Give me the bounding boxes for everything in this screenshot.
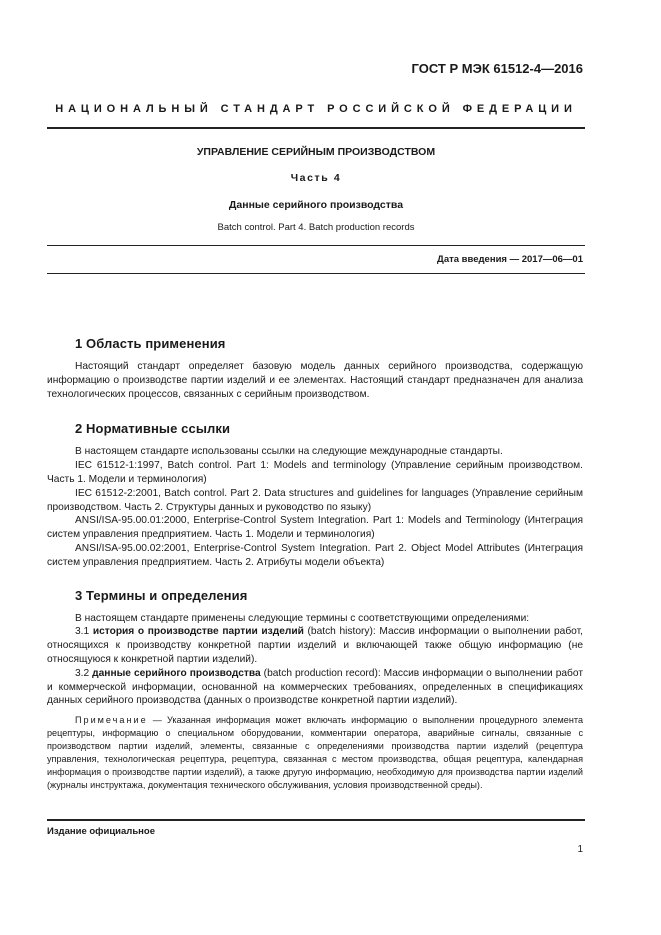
note-text: — Указанная информация может включать информацию о выполнении процедурного элемента рецептуры, информацию о специальном оборудовании, комментарии оператора, аварийные сигналы, связанные с производством партии изделий, элементы, связанные с определениями производства партии изделий (рецептура управления, технологическая рецептура, рецептура, связанная с местом производства, общая рецептура, календарная информация о производстве партии изделий), а также другую информацию, необходимую для производства партии изделий (журналы инструктажа, документация технического обслуживания, условия производственной среды).	[47, 715, 583, 791]
section-heading: 3 Термины и определения	[75, 587, 248, 603]
reference-item: IEC 61512-2:2001, Batch control. Part 2. Data structures and guidelines for languages (Управление серийным производством. Часть 2. Структуры данных и руководство по языку)	[47, 487, 583, 513]
term-name: история о производстве партии изделий	[92, 626, 304, 638]
term-text: (batch production record): Массив информации о выполнении работ и коммерческой информации, основанной на коммерческих требованиях, определенных в спецификациях данных серийного производства (данных о производстве конкретной партии изделий).	[47, 667, 583, 707]
term-name: данные серийного производства	[92, 667, 261, 679]
section-heading: 1 Область применения	[75, 336, 226, 351]
national-standard-banner: НАЦИОНАЛЬНЫЙ СТАНДАРТ РОССИЙСКОЙ ФЕДЕРАЦИИ	[55, 103, 577, 115]
title-divider	[47, 245, 585, 246]
section-heading: 2 Нормативные ссылки	[75, 421, 231, 437]
reference-item: IEC 61512-1:1997, Batch control. Part 1: Models and terminology (Управление серийным производством. Часть 1. Модели и терминология)	[47, 460, 583, 485]
header-divider	[47, 127, 585, 129]
term-definition	[47, 625, 583, 666]
term-definition	[47, 667, 583, 708]
note	[47, 714, 583, 792]
page-number: 1	[577, 844, 583, 855]
introduction-date: Дата введения — 2017—06—01	[437, 254, 583, 265]
term-number: 3.1	[75, 626, 93, 638]
document-body	[47, 336, 583, 792]
paragraph: Настоящий стандарт определяет базовую модель данных серийного производства, содержащую информацию о производстве партии изделий и ее элементах. Настоящий стандарт предназначен для анализа технологических процессов, связанных с серийным производством.	[47, 361, 583, 400]
english-title: Batch control. Part 4. Batch production records	[217, 222, 415, 233]
paragraph: В настоящем стандарте применены следующие термины с соответствующими определениями:	[75, 612, 530, 624]
part-label: Часть 4	[290, 172, 342, 184]
section-scope	[47, 336, 583, 401]
reference-item: ANSI/ISA-95.00.01:2000, Enterprise-Control System Integration. Part 1: Models and Terminology (Интеграция систем управления предприятием. Часть 1. Модели и терминология)	[47, 515, 583, 541]
standard-subtitle: Данные серийного производства	[228, 199, 404, 211]
note-label: Примечание	[75, 715, 148, 726]
reference-item: ANSI/ISA-95.00.02:2001, Enterprise-Control System Integration. Part 2. Object Model Attributes (Интеграция систем управления предприятием. Часть 2. Атрибуты модели объекта)	[47, 542, 583, 568]
date-divider	[47, 273, 585, 274]
document-code: ГОСТ Р МЭК 61512-4—2016	[411, 61, 583, 76]
section-terms	[47, 588, 583, 793]
footer-divider	[47, 819, 585, 821]
standard-title: УПРАВЛЕНИЕ СЕРИЙНЫМ ПРОИЗВОДСТВОМ	[196, 146, 436, 158]
section-normative-references	[47, 421, 583, 569]
term-text: (batch history): Массив информации о выполнении работ, относящихся к производству конкретной партии изделий и включающей также общую информацию (не относящуюся к конкретной партии изделий).	[47, 626, 583, 665]
edition-label: Издание официальное	[47, 826, 155, 837]
term-number: 3.2	[75, 667, 93, 679]
paragraph: В настоящем стандарте использованы ссылки на следующие международные стандарты.	[75, 446, 503, 458]
